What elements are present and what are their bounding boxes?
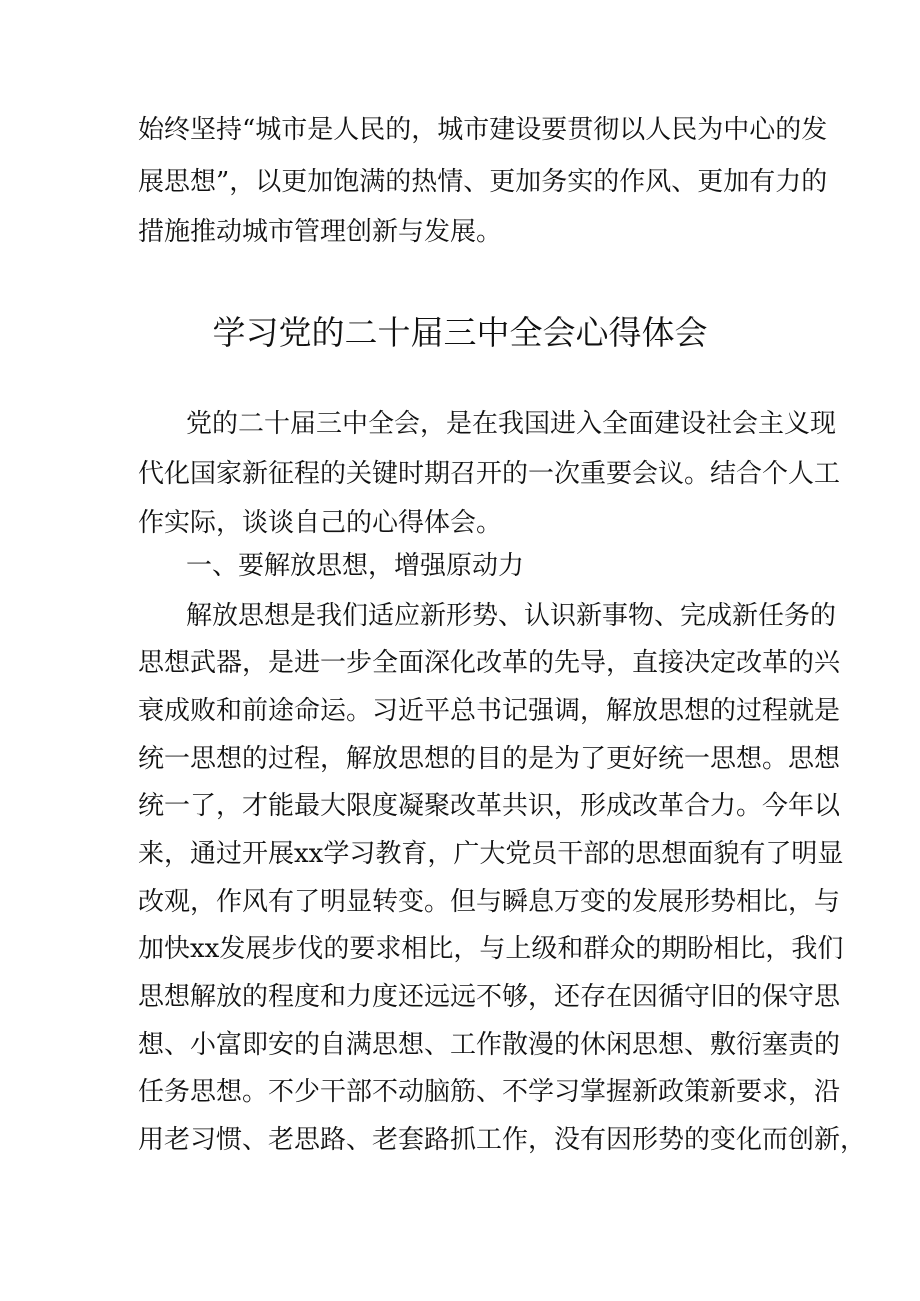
section-heading: 一、要解放思想，增强原动力	[186, 551, 525, 581]
body-line-8: 加快xx发展步伐的要求相比，与上级和群众的期盼相比，我们	[138, 934, 844, 964]
opening-line-1: 党的二十届三中全会，是在我国进入全面建设社会主义现	[186, 409, 837, 439]
body-line-9: 思想解放的程度和力度还远远不够，还存在因循守旧的保守思	[138, 982, 841, 1012]
intro-line-3: 措施推动城市管理创新与发展。	[138, 217, 503, 247]
document-title: 学习党的二十届三中全会心得体会	[212, 313, 708, 352]
opening-line-3: 作实际，谈谈自己的心得体会。	[138, 508, 503, 538]
body-line-4: 统一思想的过程，解放思想的目的是为了更好统一思想。思想	[138, 744, 841, 774]
intro-line-2: 展思想”，以更加饱满的热情、更加务实的作风、更加有力的	[138, 167, 828, 197]
body-line-11: 任务思想。不少干部不动脑筋、不学习掌握新政策新要求，沿	[138, 1077, 841, 1107]
body-line-3: 衰成败和前途命运。习近平总书记强调，解放思想的过程就是	[138, 696, 841, 726]
body-line-10: 想、小富即安的自满思想、工作散漫的休闲思想、敷衍塞责的	[138, 1030, 841, 1060]
body-line-1: 解放思想是我们适应新形势、认识新事物、完成新任务的	[186, 601, 837, 631]
body-line-2: 思想武器，是进一步全面深化改革的先导，直接决定改革的兴	[138, 648, 841, 678]
body-line-12: 用老习惯、老思路、老套路抓工作，没有因形势的变化而创新，	[138, 1125, 867, 1155]
body-line-5: 统一了，才能最大限度凝聚改革共识，形成改革合力。今年以	[138, 791, 841, 821]
body-line-7: 改观，作风有了明显转变。但与瞬息万变的发展形势相比，与	[138, 887, 841, 917]
body-line-6: 来，通过开展xx学习教育，广大党员干部的思想面貌有了明显	[138, 839, 844, 869]
intro-line-1: 始终坚持“城市是人民的，城市建设要贯彻以人民为中心的发	[138, 115, 828, 145]
opening-line-2: 代化国家新征程的关键时期召开的一次重要会议。结合个人工	[138, 459, 841, 489]
